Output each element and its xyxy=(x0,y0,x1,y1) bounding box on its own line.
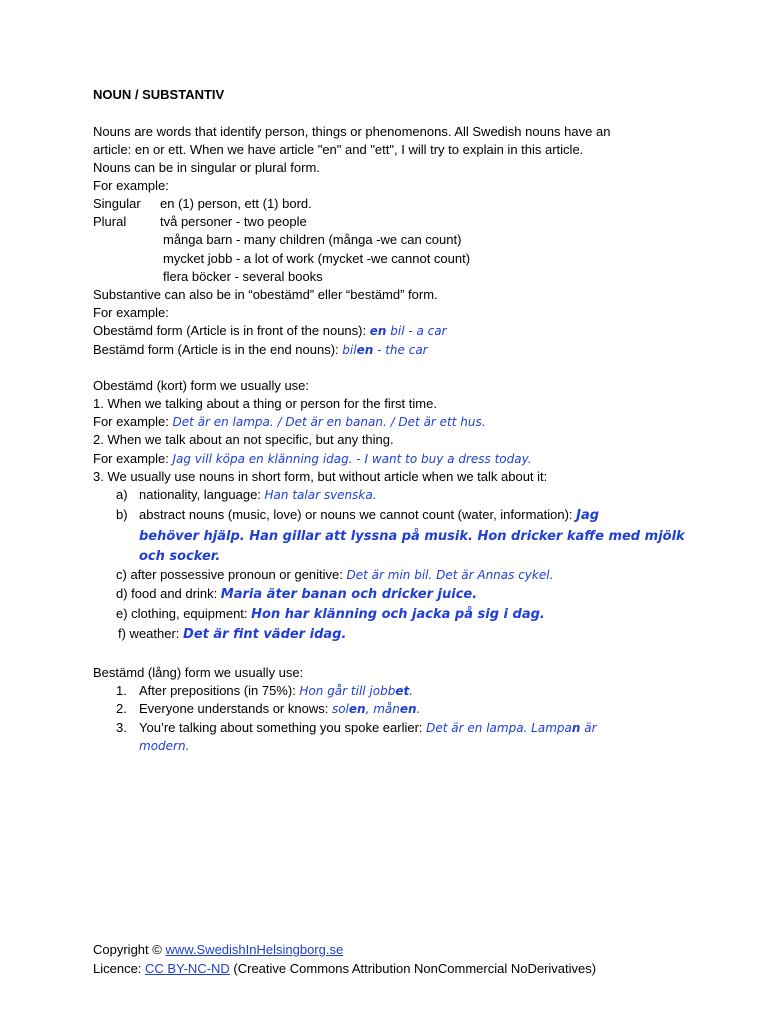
item-marker: b) xyxy=(116,507,128,522)
plural-item: två personer - two people xyxy=(160,214,307,229)
item-example: är xyxy=(580,721,597,735)
licence-link[interactable]: CC BY-NC-ND xyxy=(145,961,230,976)
item-content xyxy=(139,700,420,718)
bestamd-example-article: en xyxy=(356,343,374,357)
bestamd-text: Bestämd form (Article is in the end nouns): xyxy=(93,342,343,357)
item-content xyxy=(139,682,413,700)
bestamd-example: - the car xyxy=(373,343,428,357)
lang-heading: Bestämd (lång) form we usually use: xyxy=(93,665,304,680)
kort-example-1 xyxy=(93,413,486,431)
example-label: For example: xyxy=(93,414,173,429)
item-text: You’re talking about something you spoke earlier: xyxy=(139,720,427,735)
item-text: Everyone understands or knows: xyxy=(139,701,332,716)
item-example-suffix: en xyxy=(348,702,366,716)
singular-row xyxy=(93,195,312,213)
item-example: Maria äter banan och dricker juice. xyxy=(220,587,478,602)
item-example: , mån xyxy=(365,702,400,716)
item-example-suffix: en xyxy=(399,702,417,716)
forms-line-1: Substantive can also be in “obestämd” eller “bestämd” form. xyxy=(93,287,438,302)
item-example-suffix: n xyxy=(571,721,581,735)
item-example: Han talar svenska. xyxy=(264,488,377,502)
obestamd-text: Obestämd form (Article is in front of the nouns): xyxy=(93,323,370,338)
item-example-suffix: et xyxy=(395,684,410,698)
item-number: 3. xyxy=(116,720,127,735)
item-text: d) food and drink: xyxy=(116,586,221,601)
kort-point-3: 3. We usually use nouns in short form, but without article when we talk about it: xyxy=(93,469,548,484)
item-content xyxy=(139,486,377,504)
lang-item-3 xyxy=(116,719,597,737)
item-example: sol xyxy=(331,702,349,716)
item-number: 1. xyxy=(116,683,127,698)
plural-row xyxy=(93,213,307,231)
obestamd-example: bil - a car xyxy=(386,324,447,338)
kort-point-1: 1. When we talking about a thing or person for the first time. xyxy=(93,396,437,411)
item-example: Hon går till jobb xyxy=(299,684,396,698)
item-text: abstract nouns (music, love) or nouns we cannot count (water, information): xyxy=(139,507,577,522)
kort-item-b-cont xyxy=(139,525,685,547)
lang-item-2 xyxy=(116,700,421,718)
obestamd-row xyxy=(93,322,447,340)
singular-text: en (1) person, ett (1) bord. xyxy=(160,196,312,211)
intro-line-1: Nouns are words that identify person, things or phenomenons. All Swedish nouns have an xyxy=(93,124,611,139)
item-marker: a) xyxy=(116,487,128,502)
kort-item-e xyxy=(116,605,545,624)
item-example: Hon har klänning och jacka på sig i dag. xyxy=(251,607,545,622)
item-number: 2. xyxy=(116,701,127,716)
singular-label: Singular xyxy=(93,196,141,211)
plural-item: flera böcker - several books xyxy=(163,269,323,284)
example-text: Jag vill köpa en klänning idag. - I want to buy a dress today. xyxy=(172,452,532,466)
page-title: NOUN / SUBSTANTIV xyxy=(93,87,225,102)
item-text: e) clothing, equipment: xyxy=(116,606,252,621)
item-text: After prepositions (in 75%): xyxy=(139,683,300,698)
intro-line-3: Nouns can be in singular or plural form. xyxy=(93,160,320,175)
example-text: Det är en lampa. / Det är en banan. / Det är ett hus. xyxy=(172,415,486,429)
item-example: Det är en lampa. Lampa xyxy=(426,721,572,735)
forms-line-2: For example: xyxy=(93,305,169,320)
copyright-label: Copyright © xyxy=(93,942,166,957)
obestamd-example-article: en xyxy=(369,324,387,338)
item-example: Jag xyxy=(576,508,600,523)
item-content xyxy=(139,506,599,525)
intro-line-2: article: en or ett. When we have article "en" and "ett", I will try to explain in this article. xyxy=(93,142,584,157)
intro-line-4: For example: xyxy=(93,178,169,193)
item-content xyxy=(139,719,597,737)
item-example-end: . xyxy=(416,702,421,716)
item-text: f) weather: xyxy=(118,626,184,641)
item-text: c) after possessive pronoun or genitive: xyxy=(116,567,347,582)
example-label: For example: xyxy=(93,451,173,466)
item-example: Det är fint väder idag. xyxy=(183,627,347,642)
kort-item-d xyxy=(116,585,477,604)
item-example: Det är min bil. Det är Annas cykel. xyxy=(346,568,554,582)
plural-label: Plural xyxy=(93,214,127,229)
item-example: behöver hjälp. Han gillar att lyssna på musik. Hon dricker kaffe med mjölk xyxy=(139,529,685,544)
plural-item: mycket jobb - a lot of work (mycket -we cannot count) xyxy=(163,251,471,266)
kort-item-b-cont xyxy=(139,545,220,567)
item-example: och socker. xyxy=(139,549,221,564)
licence-label: Licence: xyxy=(93,961,146,976)
footer-licence xyxy=(93,960,596,978)
kort-item-a xyxy=(116,486,377,504)
website-link[interactable]: www.SwedishInHelsingborg.se xyxy=(165,942,344,957)
kort-heading: Obestämd (kort) form we usually use: xyxy=(93,378,310,393)
item-text: nationality, language: xyxy=(139,487,265,502)
kort-point-2: 2. When we talk about an not specific, but any thing. xyxy=(93,432,394,447)
item-example-end: . xyxy=(409,684,414,698)
kort-item-c xyxy=(116,566,553,584)
lang-item-1 xyxy=(116,682,414,700)
kort-example-2 xyxy=(93,450,532,468)
lang-item-3-cont xyxy=(139,737,189,755)
kort-item-b xyxy=(116,506,600,524)
footer-copyright xyxy=(93,941,343,959)
bestamd-row xyxy=(93,341,428,359)
plural-item: många barn - many children (många -we can count) xyxy=(163,232,462,247)
item-example: modern. xyxy=(139,739,190,753)
licence-description: (Creative Commons Attribution NonCommercial NoDerivatives) xyxy=(229,961,597,976)
bestamd-example-stem: bil xyxy=(342,343,357,357)
kort-item-f xyxy=(118,625,346,644)
